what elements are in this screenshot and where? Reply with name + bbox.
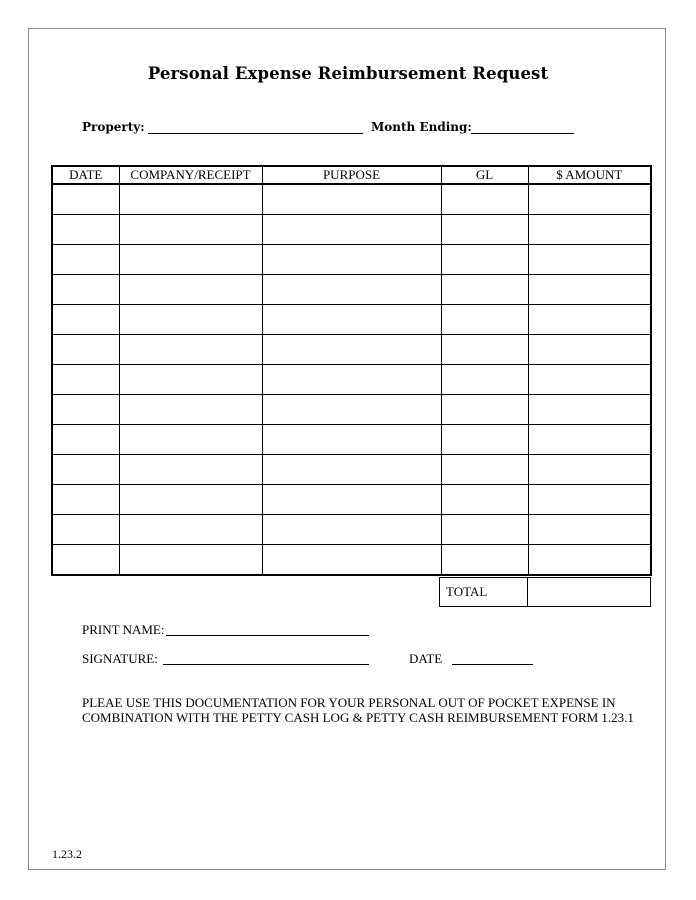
cell-date[interactable] — [52, 275, 119, 305]
cell-gl[interactable] — [441, 455, 528, 485]
cell-company-receipt[interactable] — [119, 275, 262, 305]
cell-purpose[interactable] — [262, 485, 441, 515]
cell-date[interactable] — [52, 455, 119, 485]
cell-purpose[interactable] — [262, 275, 441, 305]
cell-amount[interactable] — [528, 305, 651, 335]
property-label: Property: — [82, 120, 145, 134]
cell-company-receipt[interactable] — [119, 215, 262, 245]
cell-purpose[interactable] — [262, 365, 441, 395]
date-label: DATE — [409, 651, 443, 666]
table-body — [52, 184, 651, 575]
cell-gl[interactable] — [441, 335, 528, 365]
cell-gl[interactable] — [441, 545, 528, 576]
table-row — [52, 425, 651, 455]
column-header-amount: $ AMOUNT — [528, 166, 651, 184]
cell-gl[interactable] — [441, 515, 528, 545]
cell-date[interactable] — [52, 425, 119, 455]
cell-amount[interactable] — [528, 395, 651, 425]
table-row — [52, 395, 651, 425]
total-amount-cell[interactable] — [528, 578, 650, 606]
cell-amount[interactable] — [528, 184, 651, 215]
cell-gl[interactable] — [441, 275, 528, 305]
cell-company-receipt[interactable] — [119, 245, 262, 275]
total-label: TOTAL — [440, 578, 528, 606]
cell-purpose[interactable] — [262, 455, 441, 485]
table-row — [52, 305, 651, 335]
cell-date[interactable] — [52, 545, 119, 576]
column-header-date: DATE — [52, 166, 119, 184]
cell-company-receipt[interactable] — [119, 184, 262, 215]
cell-gl[interactable] — [441, 305, 528, 335]
signature-label: SIGNATURE: — [82, 651, 158, 666]
cell-purpose[interactable] — [262, 515, 441, 545]
cell-purpose[interactable] — [262, 425, 441, 455]
cell-amount[interactable] — [528, 245, 651, 275]
cell-date[interactable] — [52, 365, 119, 395]
cell-amount[interactable] — [528, 425, 651, 455]
cell-purpose[interactable] — [262, 184, 441, 215]
date-field[interactable] — [452, 664, 533, 665]
table-header-row — [52, 166, 651, 184]
cell-gl[interactable] — [441, 485, 528, 515]
cell-gl[interactable] — [441, 245, 528, 275]
cell-gl[interactable] — [441, 425, 528, 455]
table-row — [52, 515, 651, 545]
cell-amount[interactable] — [528, 365, 651, 395]
cell-company-receipt[interactable] — [119, 545, 262, 576]
cell-date[interactable] — [52, 395, 119, 425]
table-row — [52, 275, 651, 305]
cell-gl[interactable] — [441, 395, 528, 425]
cell-date[interactable] — [52, 215, 119, 245]
cell-date[interactable] — [52, 515, 119, 545]
cell-date[interactable] — [52, 305, 119, 335]
table-row — [52, 335, 651, 365]
cell-date[interactable] — [52, 485, 119, 515]
cell-amount[interactable] — [528, 455, 651, 485]
print-name-label: PRINT NAME: — [82, 622, 165, 637]
month-ending-field[interactable] — [471, 133, 574, 134]
signature-field[interactable] — [163, 664, 369, 665]
table-row — [52, 245, 651, 275]
cell-gl[interactable] — [441, 184, 528, 215]
cell-purpose[interactable] — [262, 335, 441, 365]
table-row — [52, 365, 651, 395]
cell-purpose[interactable] — [262, 395, 441, 425]
total-row — [439, 577, 651, 607]
form-code: 1.23.2 — [52, 847, 82, 861]
month-ending-label: Month Ending: — [371, 120, 472, 134]
table-row — [52, 184, 651, 215]
cell-gl[interactable] — [441, 365, 528, 395]
property-field[interactable] — [148, 133, 363, 134]
column-header-purpose: PURPOSE — [262, 166, 441, 184]
cell-date[interactable] — [52, 335, 119, 365]
cell-company-receipt[interactable] — [119, 335, 262, 365]
print-name-field[interactable] — [166, 635, 369, 636]
cell-amount[interactable] — [528, 215, 651, 245]
cell-company-receipt[interactable] — [119, 365, 262, 395]
column-header-gl: GL — [441, 166, 528, 184]
cell-amount[interactable] — [528, 485, 651, 515]
cell-amount[interactable] — [528, 545, 651, 576]
cell-purpose[interactable] — [262, 305, 441, 335]
table-row — [52, 545, 651, 576]
cell-date[interactable] — [52, 184, 119, 215]
cell-company-receipt[interactable] — [119, 425, 262, 455]
expense-table — [51, 165, 652, 576]
cell-amount[interactable] — [528, 335, 651, 365]
table-row — [52, 485, 651, 515]
cell-amount[interactable] — [528, 275, 651, 305]
cell-company-receipt[interactable] — [119, 395, 262, 425]
cell-company-receipt[interactable] — [119, 455, 262, 485]
cell-gl[interactable] — [441, 215, 528, 245]
instructions-note: PLEAE USE THIS DOCUMENTATION FOR YOUR PERSONAL OUT OF POCKET EXPENSE IN COMBINATION WITH THE PETTY CASH LOG & PETTY CASH REIMBURSEMENT FORM 1.23.1 — [82, 695, 634, 725]
cell-company-receipt[interactable] — [119, 485, 262, 515]
cell-purpose[interactable] — [262, 215, 441, 245]
cell-purpose[interactable] — [262, 245, 441, 275]
table-row — [52, 455, 651, 485]
cell-purpose[interactable] — [262, 545, 441, 576]
cell-amount[interactable] — [528, 515, 651, 545]
column-header-company-receipt: COMPANY/RECEIPT — [119, 166, 262, 184]
cell-company-receipt[interactable] — [119, 515, 262, 545]
cell-company-receipt[interactable] — [119, 305, 262, 335]
cell-date[interactable] — [52, 245, 119, 275]
table-row — [52, 215, 651, 245]
form-title: Personal Expense Reimbursement Request — [147, 64, 549, 83]
